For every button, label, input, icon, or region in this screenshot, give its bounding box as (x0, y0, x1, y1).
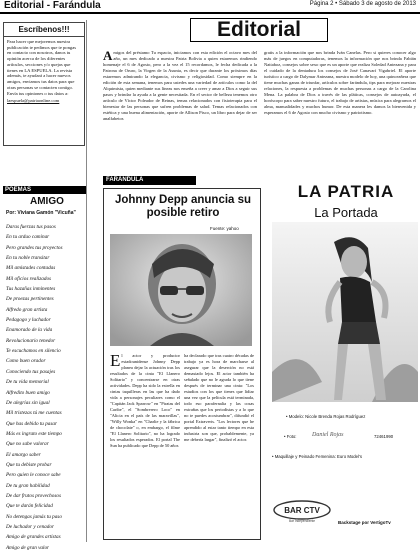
editorial-col1-text: migos del préstamo Tu espacio, iniciamos con esta edición el octavo mes del año, un mes dedicado a nuestra Patria Bolivia a quien estaremos rindiendo homenaje el 6 de Agosto, pero a la vez el 15 recordamos, le fecha dedicada a la Patrona de Oruro, la Virgen de la Asunta, es decir que durante los próximos días estaremos admirando la elegancia, civismo y religiosidad. Como siempre en la edición de esta semana, tenemos para ustedes una variedad de artículos como la del Alquimista, quien mediante sus líneas nos enseña a creer y amar a Dios a seguir sus pasos y brindar la ayuda a la gente necesitada. En el sector de belleza tenemos otro artículo de Víctor Poleador de Reinas, temas relacionados con fisioterapia para el bienestar de las personas que sufren problemas de salud. Temas relacionados con estética y una buena alimentación, aporte de Allison Pisco, un libro para dejar de ser analfabetos (103, 50, 257, 121)
poem-line: Tus hazañas inminentes (6, 286, 56, 293)
credit-makeup-row: • Maquillaje y Peinado Femenina: Euro Model's (272, 454, 362, 459)
credit-phone: 72461990 (374, 434, 394, 439)
credit-photo-row: • Foto: Daniel Rojas 72461990 (284, 432, 394, 439)
poemas-label: POEMAS (3, 186, 87, 194)
cover-credits (270, 410, 418, 470)
poem-line: En tu arduo caminar (6, 234, 50, 241)
poem-line: En tu noble transitar (6, 255, 50, 262)
poem-line: De proezas pertinentes (6, 296, 54, 303)
farandula-label: FARÁNDULA (103, 176, 196, 185)
article-title: Johnny Depp anuncia su posible retiro (114, 194, 252, 219)
poem-line: Alfredito buen amigo (6, 389, 50, 396)
poem-line: Mil oficios realizados (6, 275, 52, 282)
poem-line: Pedagogo y luchador (6, 317, 51, 324)
article-column-1 (110, 353, 180, 449)
dropcap: A (103, 48, 113, 63)
poem-line: Mil amistades contadas (6, 265, 56, 272)
article-source: Fuente: yahoo (210, 226, 239, 231)
article-column-2: ha declarado que tras cuatro décadas de trabajo ya es hora de marcharse al asegurar que la deserción no está demasiado lejos. El actor también ha señalado que no le agrada lo que tiene después de terminar una cinta: "Los estudios con los que tienes que lidiar una vez que la película está terminada, todo eso parafernalia y las cosas extrañas que los periodistas y a lo que no te puedes acostumbrar", difundió el portal Extraverts. "Los lectores que he aprendido al estar tanto tiempo en esta industria son que, probablemente, ya me debería largar", finalizó el actor. (184, 353, 254, 442)
cover-model-photo (272, 222, 418, 402)
poem-line: Pero quien le conoce sabe (6, 472, 61, 479)
credit-model: Modelo: Nicole Brenda Rojas Rodríguez (288, 414, 366, 419)
poem-line: Mil tristezas tú me cuentas (6, 410, 62, 417)
poem-line: No detengas jamás tu paso (6, 513, 62, 520)
poem-body (6, 222, 86, 553)
poem-line: De luchador y cenador (6, 523, 54, 530)
poem-line: Que no sabe valorar (6, 441, 49, 448)
poem-line: Alfredo gran artista (6, 306, 48, 313)
article-dropcap: E (110, 351, 121, 370)
credit-model-row: • Modelo: Nicole Brenda Rojas Rodríguez (286, 414, 366, 419)
poem-line: De alegrías sin igual (6, 399, 50, 406)
poem-line: Amigo de grandes artistas (6, 534, 61, 541)
column-divider (86, 20, 87, 542)
poem-line: Que has debido tu pasar (6, 420, 58, 427)
backstage-credit: Backstage por VertigoTv (338, 520, 391, 525)
contact-box (3, 22, 85, 146)
poem-line: Revolucionario tenedor (6, 337, 56, 344)
poem-line: Más es ingrato este tiempo (6, 430, 62, 437)
poem-line: Que te darán felicidad (6, 503, 53, 510)
section-title: Editorial - Farándula (4, 0, 101, 11)
la-portada-subtitle: La Portada (314, 205, 378, 220)
poem-line: De tu gran habilidad (6, 482, 50, 489)
signature: Daniel Rojas (312, 432, 344, 438)
poem-author: Por: Viviana Gamón "Vicuña" (6, 210, 76, 216)
credit-photo-label: Foto: (286, 434, 297, 439)
editorial-column-1 (103, 50, 257, 122)
vertigo-logo-icon (272, 498, 332, 524)
editorial-title: Editorial (190, 18, 328, 42)
poem-line: De dar frutos provechosos (6, 492, 61, 499)
page-date: Página 2 • Sábado 3 de agosto de 2013 (309, 1, 416, 7)
article-col1-text: l actor y productor estadounidense Johnny Depp planea dejar la actuación tras los resultados de la cinta "El Llanero Solitario" y concentrarse en otras actividades. Depp ha sido la estrella en cintas taquilleras en las que ha dado vida a personajes peculiares como el "Capitán Jack Sparrow" en "Piratas del Caribe", el "Sombrerero Loco" en "Alicia en el país de las maravillas", "Willy Wonka" en "Charlie y la fábrica de chocolate" o, en embargo, el filme "El Llanero Solitario", no ha logrado los resultados esperados. El portal The Sun ha publicado que Depp de 50 años (110, 353, 180, 448)
poem-line: Como buen orador (6, 358, 46, 365)
poem-line: De tu vida memorial (6, 379, 49, 386)
poem-line: Pero grandes tus proyectos (6, 244, 63, 251)
poem-line: Daras fuerzas tus pasos (6, 224, 56, 230)
poem-line: Te escuchamos en silencio (6, 348, 61, 355)
poem-line: Conociendo tus pasajes (6, 368, 56, 375)
la-patria-title: LA PATRIA (297, 182, 395, 201)
poem-line: Amigo de gran valor (6, 544, 50, 551)
logo-text: BAR CTV (284, 506, 320, 515)
editorial-column-2: gratis a la información que nos brinda Iván Canelas. Pero si quieres conocer algo más de juegos en computadoras, tenemos la información que nos brinda Fabián Nattaboz, consejos sobre sexo que es un aporte que realiza Soledad Antezana y para el cuidado de la dentadura los consejos de José Canavarí Vigabriel. El aporte turístico a cargo de Dalymar Antezana, nuestra modelo de hoy, una quinceañera que tiene muchas ganas de triunfar, artículos sobre farándula, tips para mejorar nuestras relaciones, la respuesta a problemas de muchas personas a cargo de la Carolina Mena. La palabra de Dios a través de las pláticas, consejos de autoayuda, el horóscopo para saber nuestro futuro, el trabajo de artistas, música para alegrarnos el alma, manualidades y muchos humor. De esta manera les damos la bienvenida y esperamos el 6 de Agosto con mucho civismo y patriotismo. (264, 50, 416, 115)
logo-subtext: Bar Independiente (288, 519, 316, 523)
poem-line: Enamorado de la vida (6, 327, 53, 334)
poem-line: Que tu debiste probar (6, 461, 52, 468)
credit-makeup: Maquillaje y Peinado Femenina: Euro Model's (274, 454, 362, 459)
johnny-depp-photo (110, 234, 252, 346)
contact-box-title: Escríbenos!!! (4, 23, 84, 37)
contact-email[interactable]: laespuela@patriaonline.com (7, 98, 60, 104)
poem-line: El amargo saber (6, 451, 41, 458)
poem-title: AMIGO (30, 196, 64, 207)
contact-box-text: Para hacer que mejoremos nuestra publicación te pedimos que te pongas en contacto con nosotros, danos tu opinión acerca de los diferentes artículos, secciones y/o quejas que tienes en LA ESPUELA. La revista además, te ayudará a hacer nuevos amigos, enviamos tus datos para que otras personas se contacten contigo. Envía tus opiniones o tus datos a: (7, 39, 77, 96)
